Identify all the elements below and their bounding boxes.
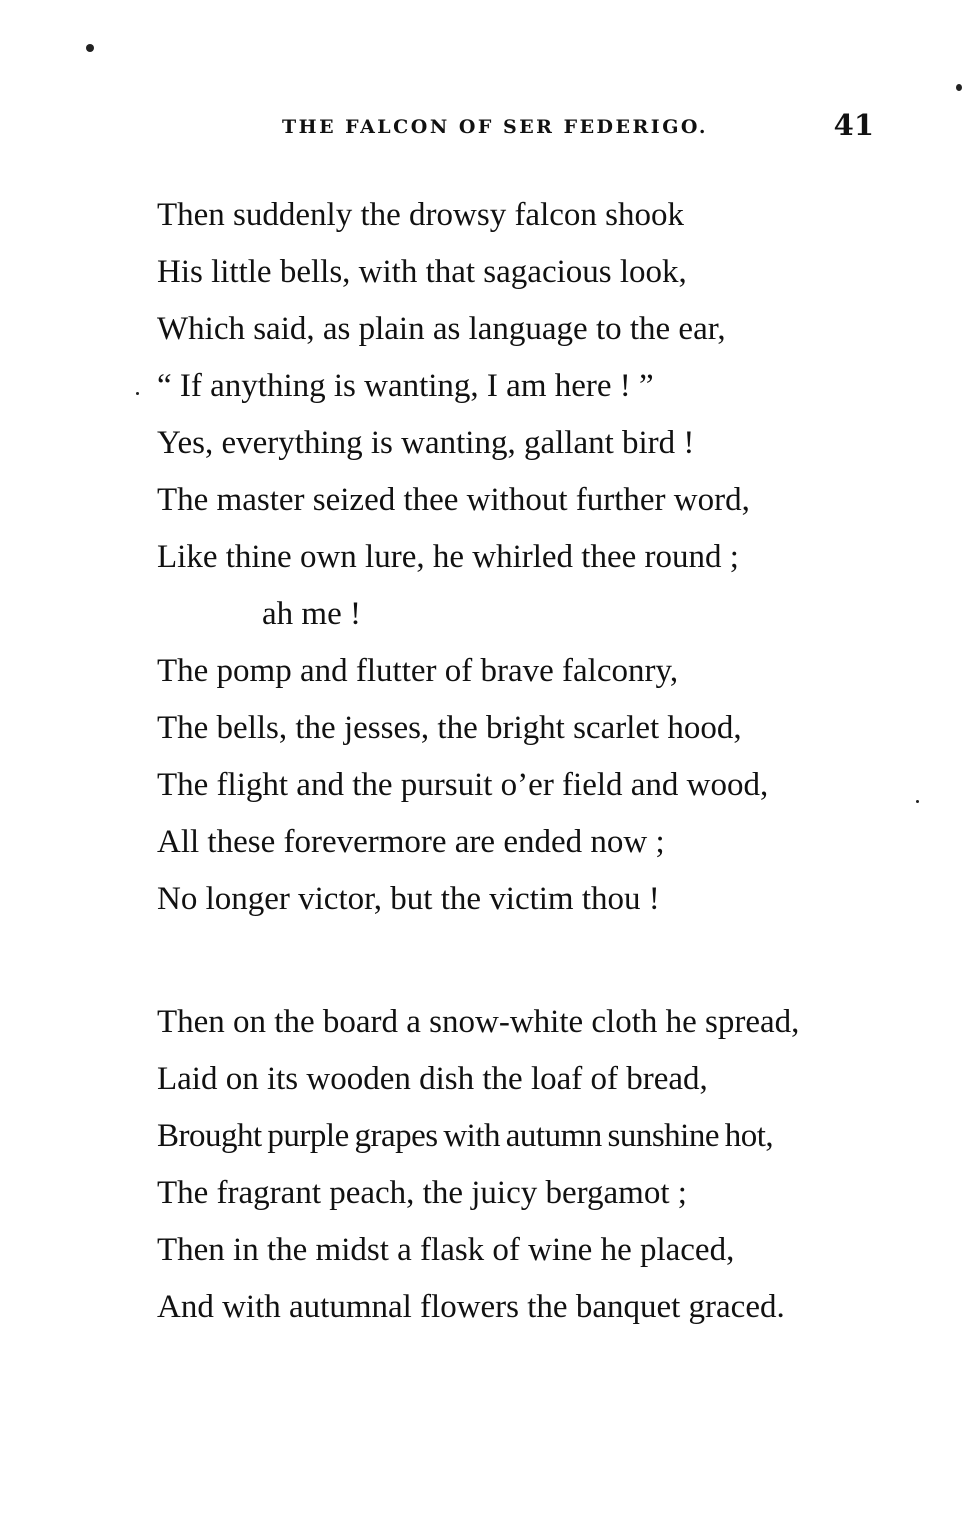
poem-line: “ If anything is wanting, I am here ! ”	[157, 368, 654, 404]
page-number: 41	[833, 108, 874, 142]
poem-line: Then in the midst a flask of wine he placed,	[157, 1232, 735, 1268]
poem-line: Then suddenly the drowsy falcon shook	[157, 197, 684, 233]
ink-speck	[916, 800, 919, 803]
ink-speck	[136, 392, 139, 395]
poem-line: The fragrant peach, the juicy bergamot ;	[157, 1175, 687, 1211]
poem-line: His little bells, with that sagacious look,	[157, 254, 687, 290]
poem-line: Brought purple grapes with autumn sunshine hot,	[157, 1118, 774, 1154]
poem-line: The master seized thee without further word,	[157, 482, 750, 518]
poem-line: The bells, the jesses, the bright scarlet hood,	[157, 710, 742, 746]
poem-stanza	[157, 198, 882, 939]
running-title: THE FALCON OF SER FEDERIGO.	[282, 116, 708, 138]
poem-line: All these forevermore are ended now ;	[157, 824, 665, 860]
poem-line: Like thine own lure, he whirled thee round ;	[157, 539, 739, 575]
poem-line: Which said, as plain as language to the ear,	[157, 311, 726, 347]
poem-stanza	[157, 1005, 882, 1347]
poem-line: Laid on its wooden dish the loaf of bread,	[157, 1061, 708, 1097]
poem-line: No longer victor, but the victim thou !	[157, 881, 660, 917]
page-header	[156, 108, 874, 148]
poem-line: Yes, everything is wanting, gallant bird !	[157, 425, 695, 461]
poem-line-continuation: ah me !	[262, 596, 361, 632]
poem-line: And with autumnal flowers the banquet graced.	[157, 1289, 785, 1325]
ink-speck	[86, 44, 94, 52]
poem-line: The pomp and flutter of brave falconry,	[157, 653, 679, 689]
poem-line: Then on the board a snow-white cloth he spread,	[157, 1004, 800, 1040]
ink-speck	[956, 84, 962, 91]
poem-line: The flight and the pursuit o’er field and wood,	[157, 767, 769, 803]
